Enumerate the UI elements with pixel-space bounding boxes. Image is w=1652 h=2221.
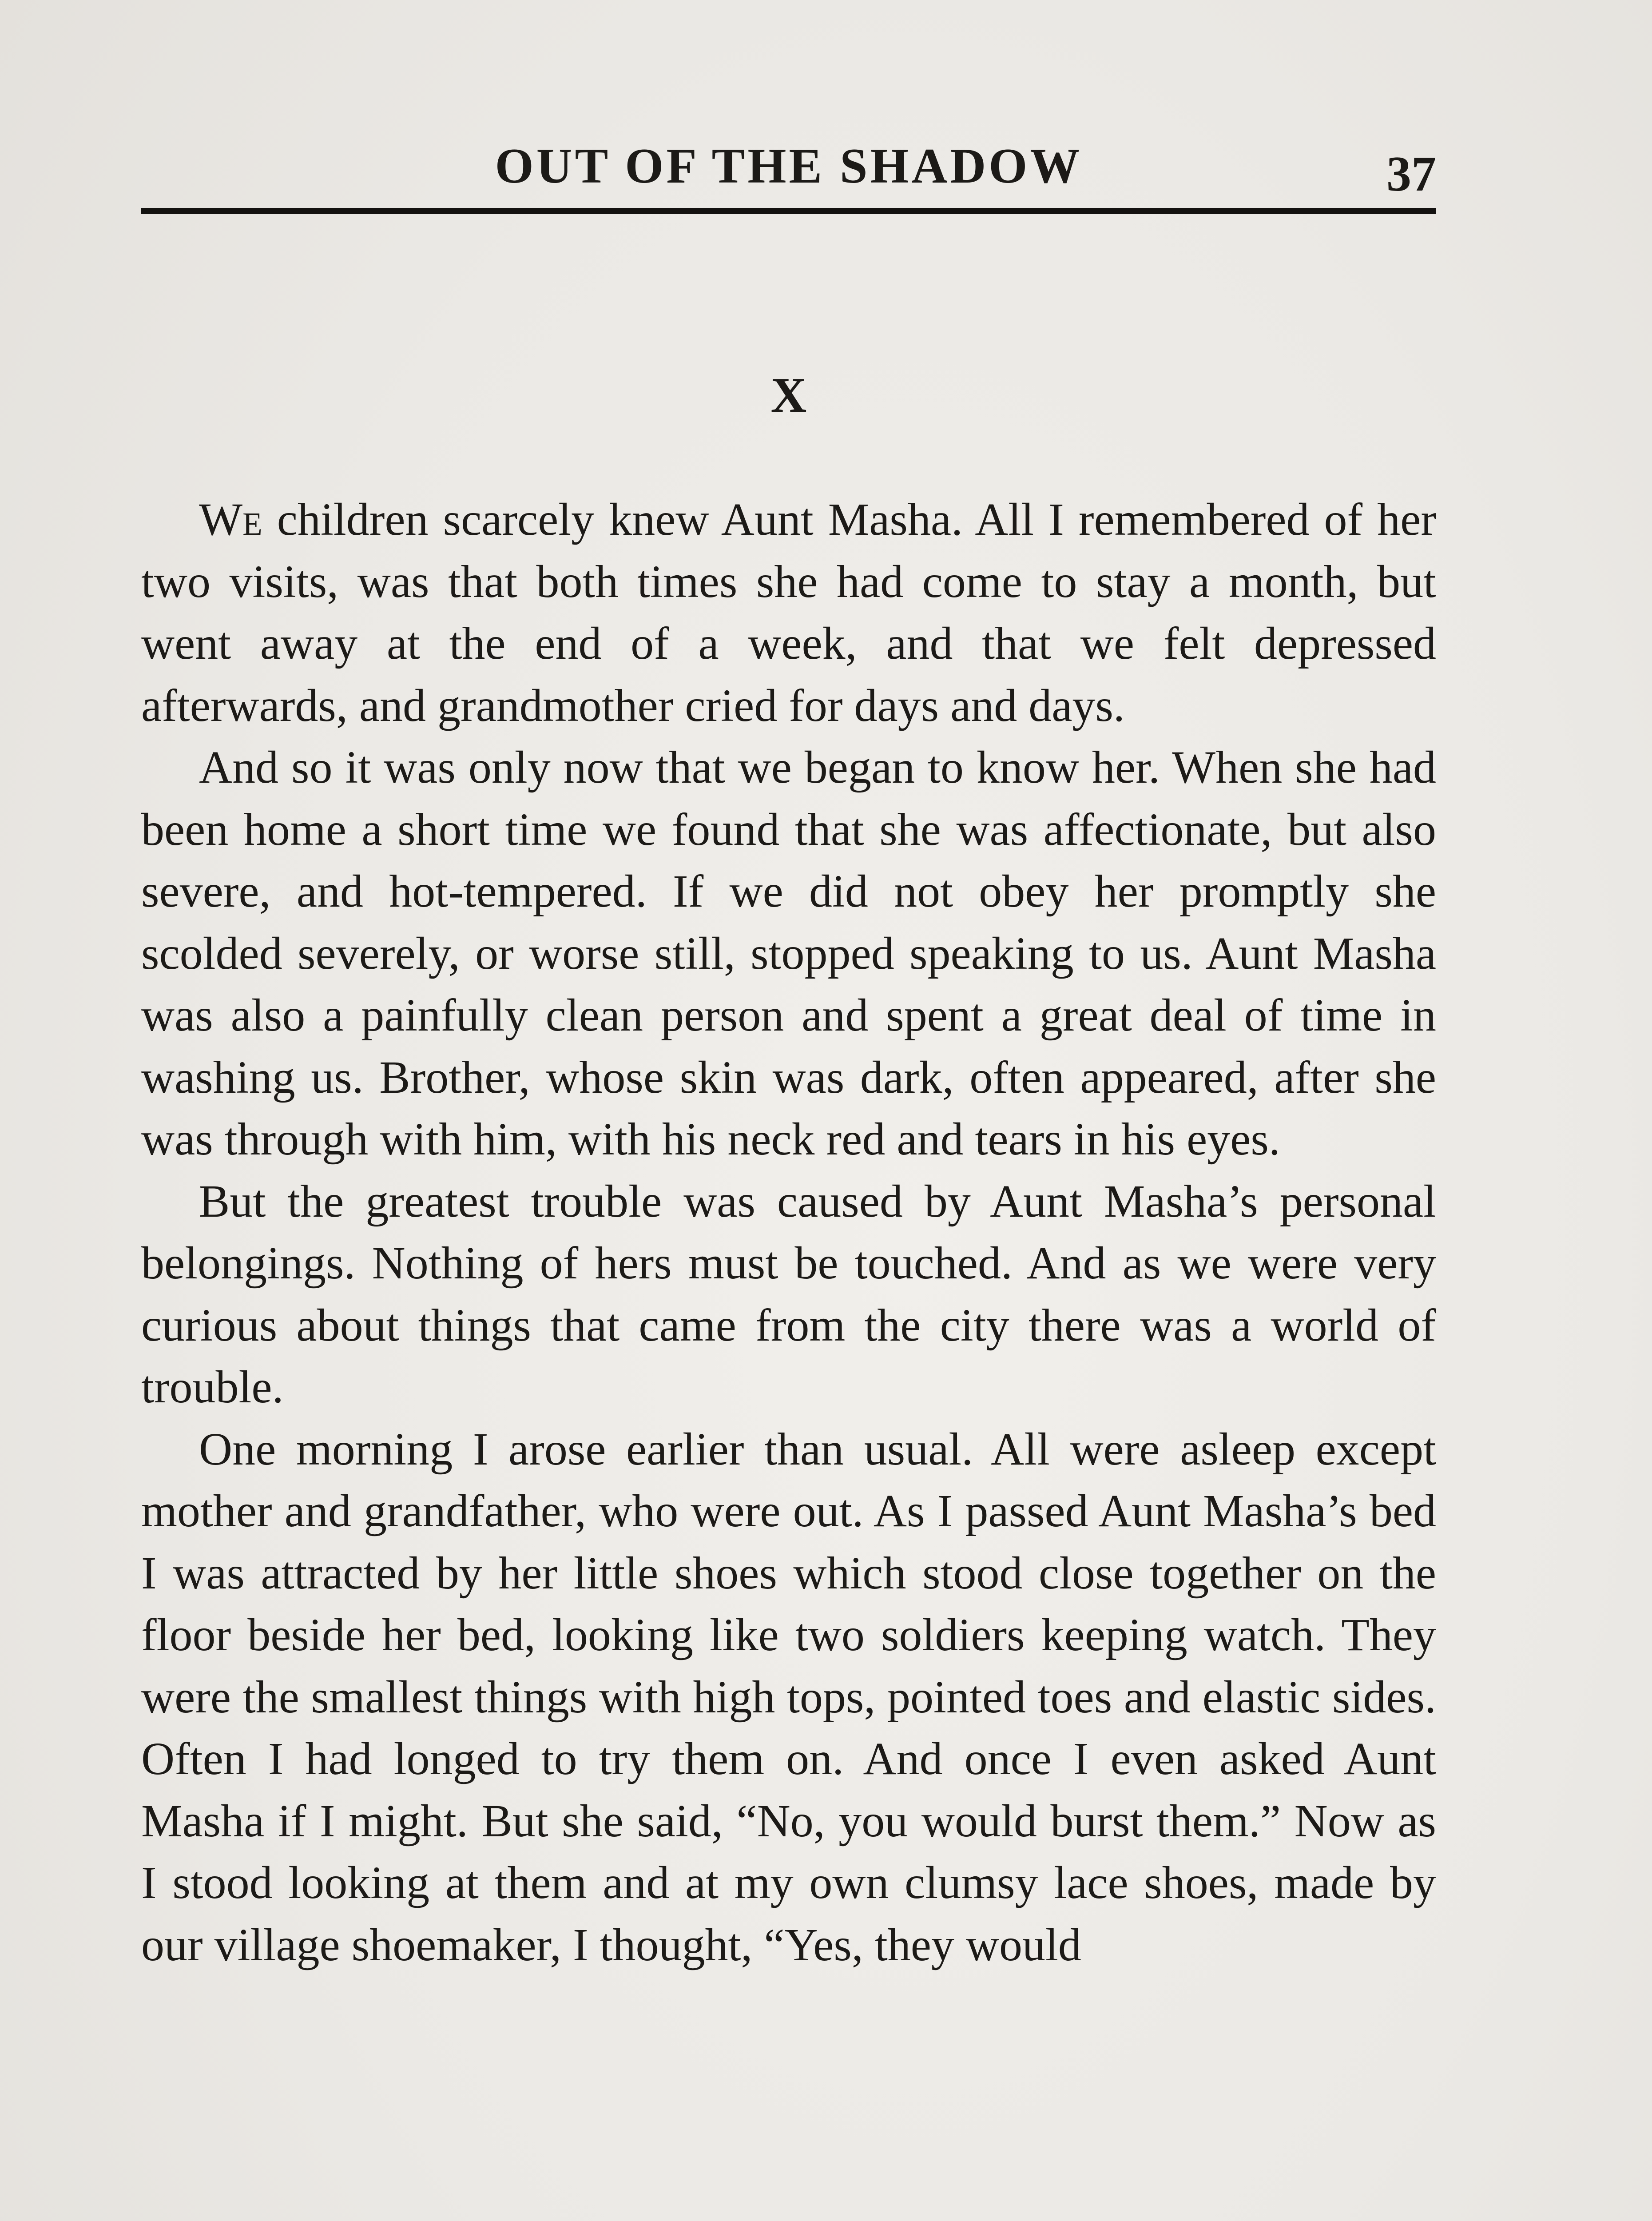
- header-rule: [141, 208, 1436, 214]
- paragraph-1: [141, 489, 1436, 736]
- running-title: OUT OF THE SHADOW: [495, 139, 1083, 194]
- paragraph-3: [141, 1170, 1436, 1418]
- paragraph-text: But the greatest trouble was caused by Aunt Masha’s personal belongings. Nothing of hers must be touched. And as we were very curious about things that came from the city there was a world of trouble.: [141, 1175, 1436, 1413]
- paragraph-4: [141, 1418, 1436, 1976]
- chapter-numeral: X: [770, 368, 807, 423]
- page-number: 37: [1386, 147, 1436, 202]
- paragraph-text: children scarcely knew Aunt Masha. All I remembered of her two visits, was that both times she had come to stay a month, but went away at the end of a week, and that we felt depressed afterwards, and grandmother cried for days and days.: [141, 494, 1436, 731]
- paragraph-text: One morning I arose earlier than usual. All were asleep except mother and grandfather, who were out. As I passed Aunt Masha’s bed I was attracted by her little shoes which stood close together on the floor beside her bed, looking like two soldiers keeping watch. They were the smallest things with high tops, pointed toes and elastic sides. Often I had longed to try them on. And once I even asked Aunt Masha if I might. But she said, “No, you would burst them.” Now as I stood looking at them and at my own clumsy lace shoes, made by our village shoemaker, I thought, “Yes, they would: [141, 1423, 1436, 1970]
- running-head: [141, 133, 1436, 202]
- paragraph-2: [141, 736, 1436, 1170]
- body-text: [141, 489, 1436, 1976]
- paragraph-text: And so it was only now that we began to know her. When she had been home a short time we found that she was affectionate, but also severe, and hot-tempered. If we did not obey her promptly she scolded severely, or worse still, stopped speaking to us. Aunt Masha was also a painfully clean person and spent a great deal of time in washing us. Brother, whose skin was dark, often appeared, after she was through with him, with his neck red and tears in his eyes.: [141, 742, 1436, 1165]
- paragraph-lead-word: We: [199, 494, 262, 545]
